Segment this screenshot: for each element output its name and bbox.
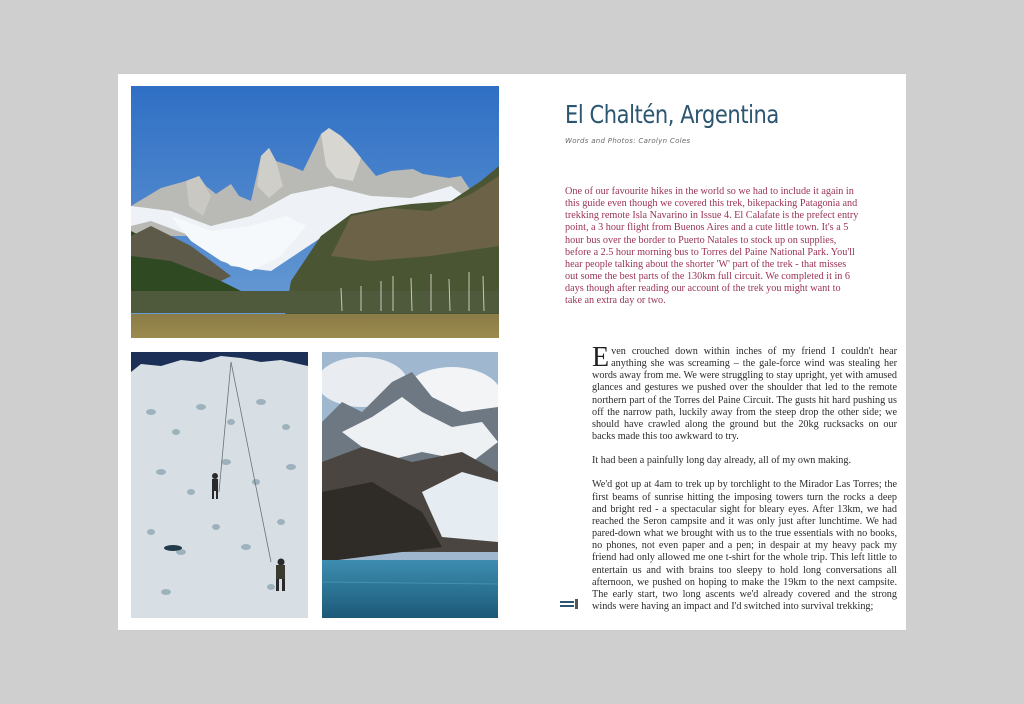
drop-cap: E (592, 342, 610, 373)
magazine-spread (118, 74, 906, 630)
body-paragraph: It had been a painfully long day already, all of my own making. (592, 455, 852, 467)
glacier-lake-photo (322, 352, 498, 618)
ice-wall-climbers-photo (131, 352, 308, 618)
article-title: El Chaltén, Argentina (565, 100, 779, 129)
page-continue-icon (560, 598, 580, 610)
article-byline: Words and Photos: Carolyn Coles (565, 137, 691, 145)
body-paragraph: We'd got up at 4am to trek up by torchlight to the Mirador Las Torres; the first beams of sunrise hitting the imposing towers turn the rocks a deep and bright red - a spectacular sight for bleary eyes. After 13km, we had reached the Seron campsite and it was only just after lunchtime. We had pared-down what we brought with us to the true essentials with no books, no phones, not even paper and a pen; in despair at my heavy pack my friend had only allowed me one t-shirt for the whole trip. This left little to entertain us and with brains too sleepy to hold long conversations all afternoon, we pushed on hoping to make the 19km to the next campsite. The early start, two long ascents we'd already covered and the strong winds were having an impact and I'd switched into survival trekking; (592, 479, 897, 612)
body-paragraph: Even crouched down within inches of my friend I couldn't hear anything she was screaming – the gale-force wind was stealing her words away from me. We were struggling to stay upright, yet with amused glances and gestures we pushed over the shoulder that led to the remote northern part of the Torres del Paine Circuit. The gusts hit hard pushing us off the narrow path, luckily away from the steep drop the other side; we should have crawled along the ground but the 20kg rucksacks on our backs made this too awkward to try. (592, 342, 897, 443)
article-intro: One of our favourite hikes in the world so we had to include it again in this guide even though we covered this trek, bikepacking Patagonia and trekking remote Isla Navarino in Issue 4. El Calafate is the prefect entry point, a 3 hour flight from Buenos Aires and a cute little town. It's a 5 hour bus over the border to Puerto Natales to stock up on supplies, before a 2.5 hour morning bus to Torres del Paine National Park. You'll hear people talking about the shorter 'W' part of the trek - that misses out some the best parts of the 130km full circuit. We completed it in 6 days though after reading our account of the trek you might want to take an extra day or two. (565, 186, 859, 307)
fitz-roy-mountain-photo (131, 86, 499, 338)
article-body (592, 342, 897, 625)
